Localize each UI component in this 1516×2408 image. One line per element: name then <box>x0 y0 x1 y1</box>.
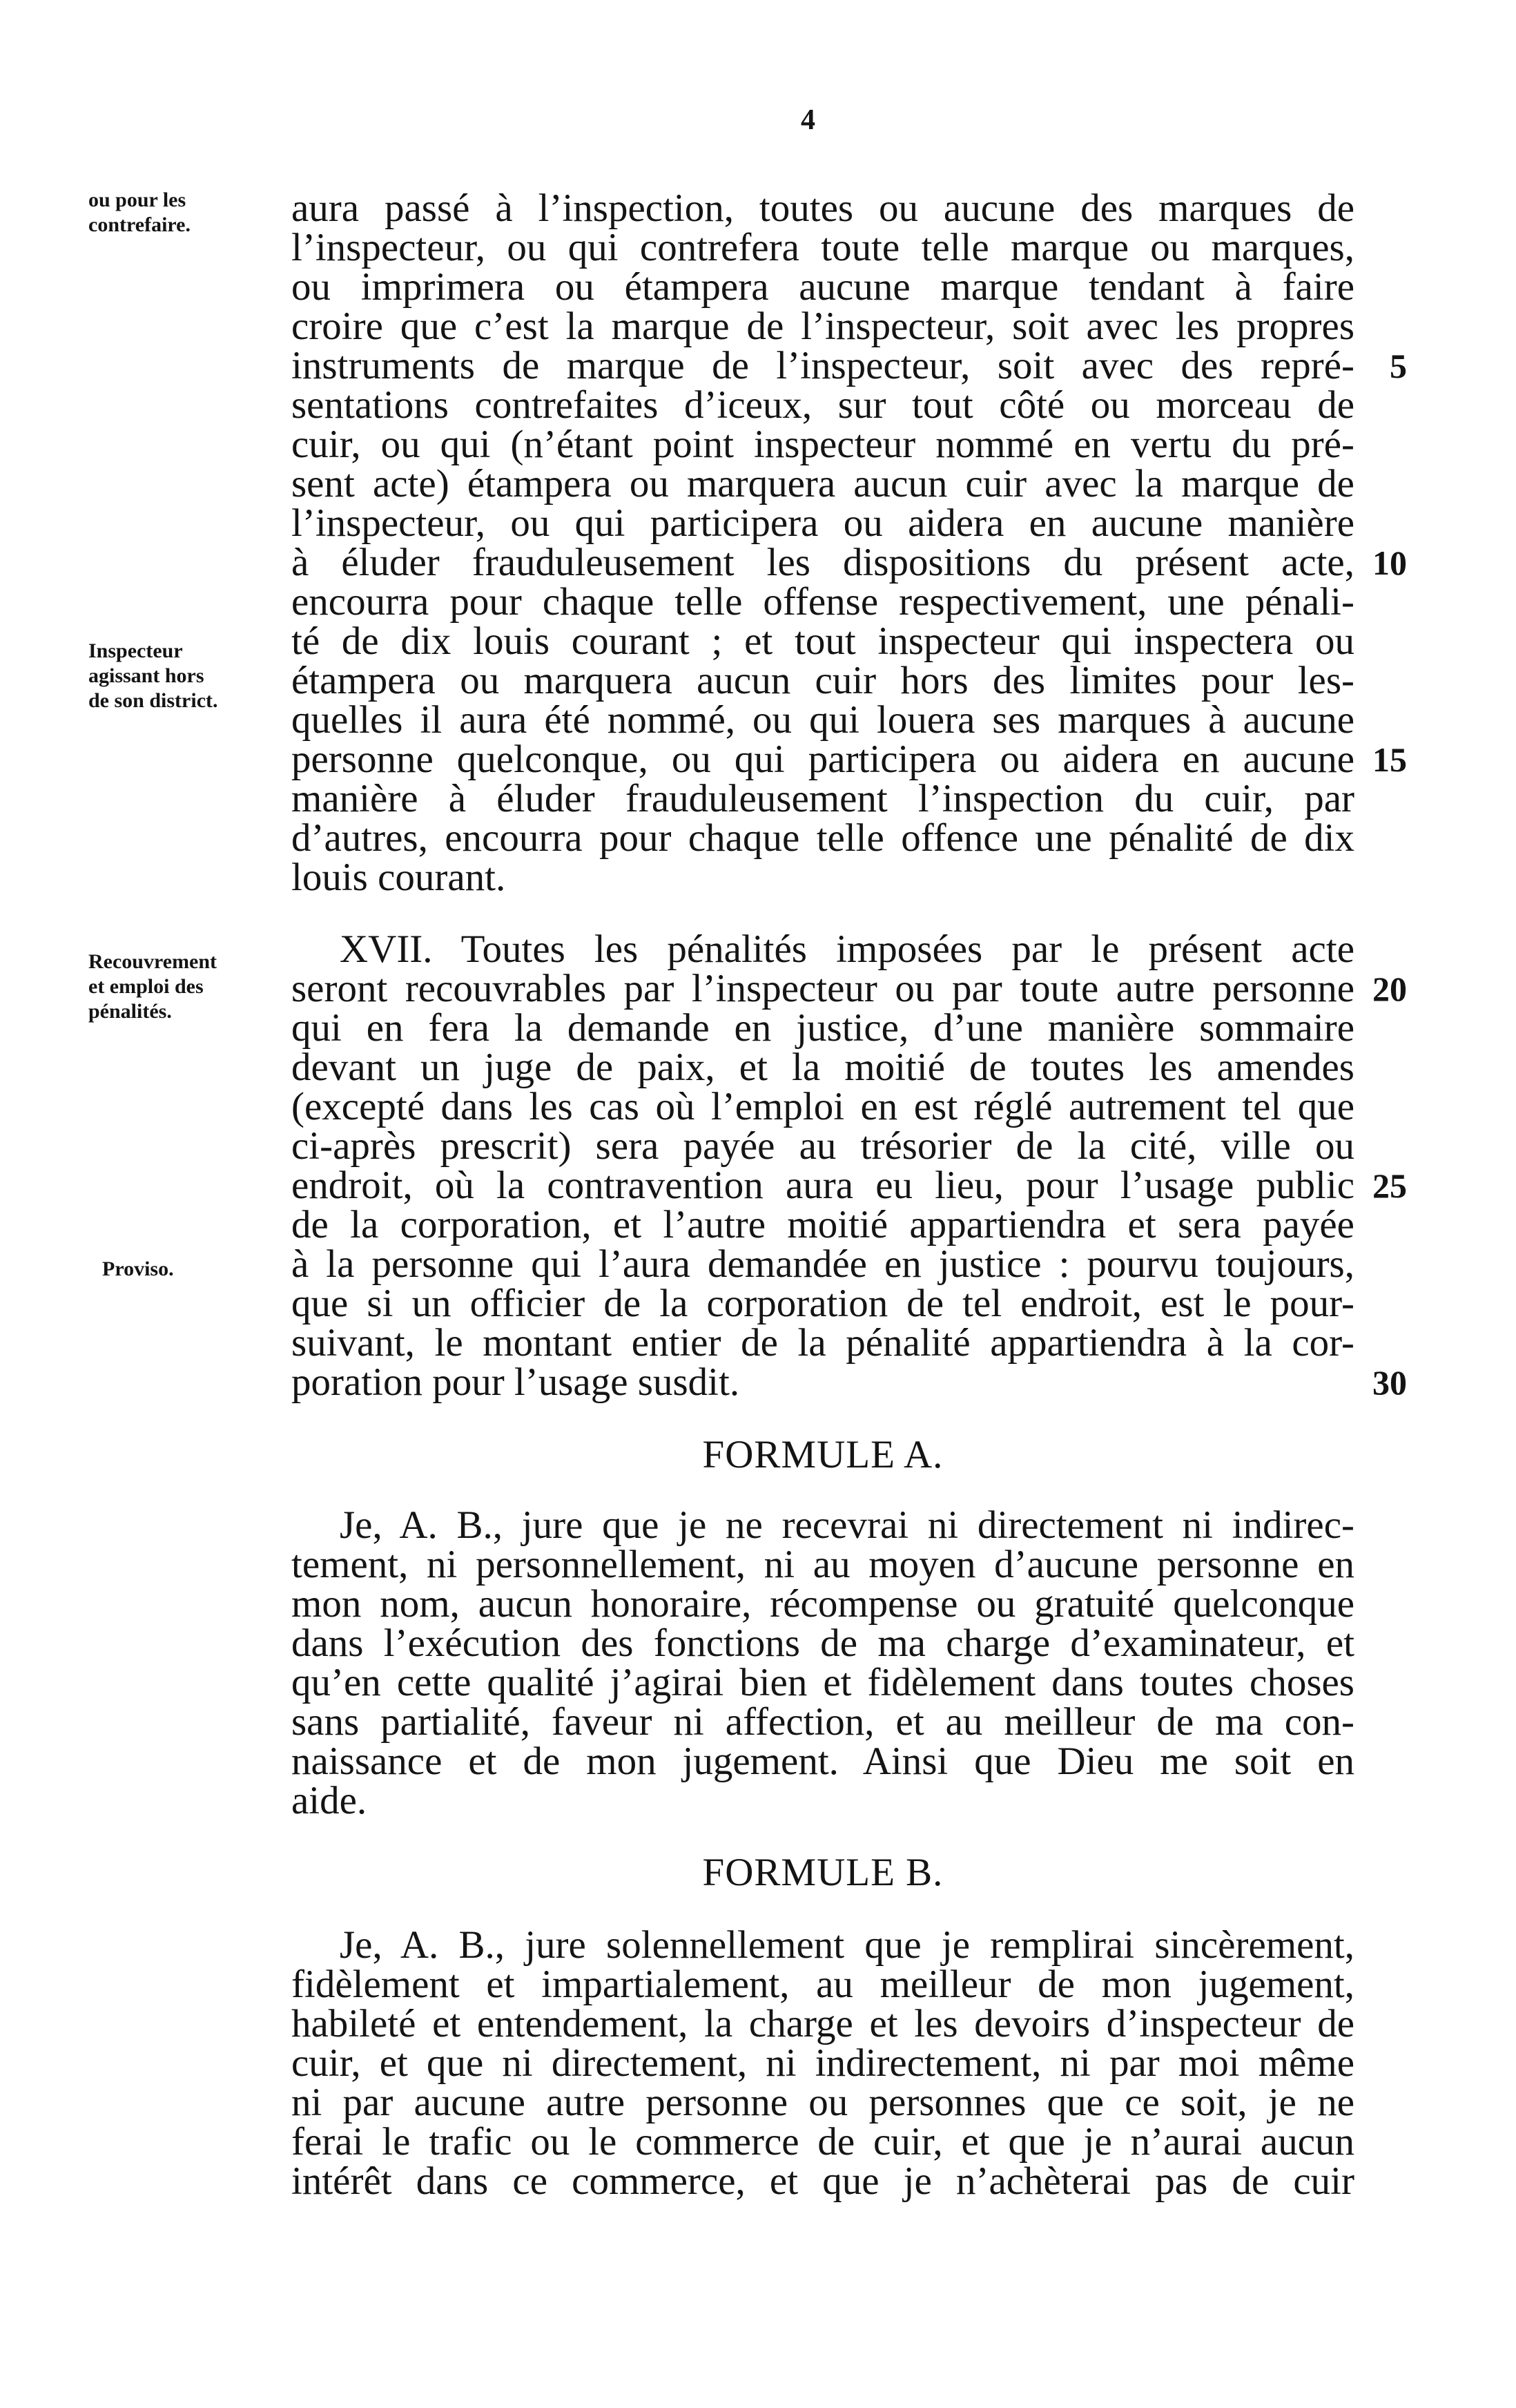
text-line: qu’en cette qualité j’agirai bien et fidèlement dans toutes choses <box>291 1661 1354 1704</box>
margin-note-proviso: Proviso. <box>102 1258 174 1280</box>
text-line: poration pour l’usage susdit. <box>291 1360 740 1404</box>
line-number: 20 <box>1372 970 1407 1008</box>
text-line: louis courant. <box>291 856 506 899</box>
text-line: étampera ou marquera aucun cuir hors des limites pour les- <box>291 659 1354 702</box>
text-line: cuir, ou qui (n’étant point inspecteur nommé en vertu du pré- <box>291 423 1354 466</box>
text-line: ni par aucune autre personne ou personnes que ce soit, je ne <box>291 2081 1354 2124</box>
text-line: XVII. Toutes les pénalités imposées par le présent acte <box>340 927 1354 971</box>
formule-a-title: FORMULE A. <box>702 1433 944 1476</box>
line-number: 25 <box>1372 1166 1407 1205</box>
text-line: seront recouvrables par l’inspecteur ou par toute autre personne <box>291 967 1354 1010</box>
text-line: suivant, le montant entier de la pénalité appartiendra à la cor- <box>291 1321 1354 1365</box>
text-line: ci-après prescrit) sera payée au trésorier de la cité, ville ou <box>291 1124 1354 1168</box>
text-line: d’autres, encourra pour chaque telle offence une pénalité de dix <box>291 816 1354 860</box>
text-line: endroit, où la contravention aura eu lieu, pour l’usage public <box>291 1164 1354 1207</box>
text-line: intérêt dans ce commerce, et que je n’achèterai pas de cuir <box>291 2159 1354 2203</box>
text-line: devant un juge de paix, et la moitié de toutes les amendes <box>291 1046 1354 1089</box>
text-line: Je, A. B., jure que je ne recevrai ni directement ni indirec- <box>340 1503 1354 1547</box>
margin-note-inspecteur: Inspecteur agissant hors de son district. <box>88 639 218 712</box>
text-line: personne quelconque, ou qui participera ou aidera en aucune <box>291 738 1354 781</box>
text-line: instruments de marque de l’inspecteur, soit avec des repré- <box>291 344 1354 387</box>
line-number: 15 <box>1372 740 1407 779</box>
text-line: Je, A. B., jure solennellement que je remplirai sincèrement, <box>340 1923 1354 1967</box>
text-line: habileté et entendement, la charge et les devoirs d’inspecteur de <box>291 2002 1354 2045</box>
text-line: ferai le trafic ou le commerce de cuir, et que je n’aurai aucun <box>291 2120 1354 2164</box>
text-line: quelles il aura été nommé, ou qui louera ses marques à aucune <box>291 698 1354 742</box>
text-line: encourra pour chaque telle offense respectivement, une pénali- <box>291 580 1354 624</box>
line-number: 5 <box>1390 347 1407 385</box>
margin-note-contrefaire: ou pour les contrefaire. <box>88 189 191 236</box>
text-line: naissance et de mon jugement. Ainsi que Dieu me soit en <box>291 1740 1354 1783</box>
margin-note-recouvrement: Recouvrement et emploi des pénalités. <box>88 950 217 1023</box>
page-number: 4 <box>801 104 815 136</box>
text-line: que si un officier de la corporation de tel endroit, est le pour- <box>291 1282 1354 1325</box>
text-line: ou imprimera ou étampera aucune marque tendant à faire <box>291 265 1354 309</box>
text-line: sans partialité, faveur ni affection, et au meilleur de ma con- <box>291 1700 1354 1744</box>
line-number: 10 <box>1372 543 1407 582</box>
text-line: cuir, et que ni directement, ni indirectement, ni par moi même <box>291 2041 1354 2085</box>
text-line: té de dix louis courant ; et tout inspecteur qui inspectera ou <box>291 619 1354 663</box>
formule-b-title: FORMULE B. <box>702 1851 944 1894</box>
text-line: manière à éluder frauduleusement l’inspection du cuir, par <box>291 777 1354 820</box>
text-line: dans l’exécution des fonctions de ma charge d’examinateur, et <box>291 1621 1354 1665</box>
text-line: à éluder frauduleusement les dispositions du présent acte, <box>291 541 1354 584</box>
text-line: qui en fera la demande en justice, d’une manière sommaire <box>291 1006 1354 1050</box>
text-line: tement, ni personnellement, ni au moyen d’aucune personne en <box>291 1543 1354 1586</box>
line-number: 30 <box>1372 1363 1407 1402</box>
text-line: sent acte) étampera ou marquera aucun cuir avec la marque de <box>291 462 1354 505</box>
text-line: l’inspecteur, ou qui participera ou aidera en aucune manière <box>291 501 1354 545</box>
text-line: de la corporation, et l’autre moitié appartiendra et sera payée <box>291 1203 1354 1246</box>
text-line: (excepté dans les cas où l’emploi en est réglé autrement tel que <box>291 1085 1354 1128</box>
text-line: sentations contrefaites d’iceux, sur tout côté ou morceau de <box>291 383 1354 427</box>
text-line: aide. <box>291 1779 367 1822</box>
text-line: croire que c’est la marque de l’inspecteur, soit avec les propres <box>291 305 1354 348</box>
text-line: l’inspecteur, ou qui contrefera toute telle marque ou marques, <box>291 226 1354 269</box>
text-line: fidèlement et impartialement, au meilleur de mon jugement, <box>291 1963 1354 2006</box>
text-line: mon nom, aucun honoraire, récompense ou gratuité quelconque <box>291 1582 1354 1626</box>
text-line: aura passé à l’inspection, toutes ou aucune des marques de <box>291 186 1354 230</box>
text-line: à la personne qui l’aura demandée en justice : pourvu toujours, <box>291 1242 1354 1286</box>
